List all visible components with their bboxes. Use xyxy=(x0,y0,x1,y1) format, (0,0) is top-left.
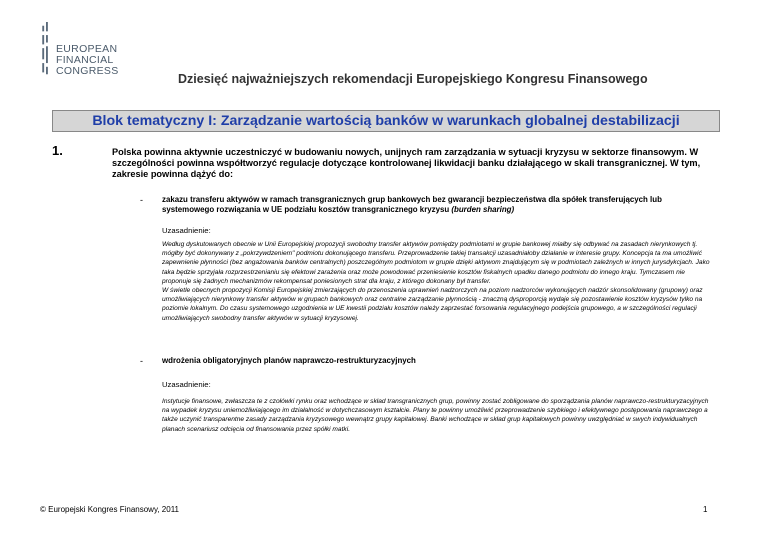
bullet-text-main: zakazu transferu aktywów w ramach transgranicznych grup bankowych bez gwarancji bezpieczeństwa dla spółek transferujących lub systemowego rozwiązania w UE podziału kosztów transgranicznego kryzysu xyxy=(162,195,662,214)
justification-text: Według dyskutowanych obecnie w Unii Europejskiej propozycji swobodny transfer aktywów pomiędzy podmiotami w grupie bankowej miałby się odbywać na zasadach nierynkowych tj. mógłby być dokonywany z „pokrzywdzeniem" podmiotu dokonującego transferu. Przeprowadzenie takiej transakcji uzasadniałoby działanie w interesie grupy. Koncepcja ta ma umożliwić zapewnienie płynności (bez angażowania banków centralnych) poszczególnym podmiotom w grupie dzięki aktywom znajdującym się w podmiotach zależnych w innych jurysdykcjach. Jako taka będzie sprzyjała rozprzestrzenianiu się efektowi zarażenia oraz może powodować przeniesienie kosztów fiskalnych upadku danego podmiotu do innego kraju. Tymczasem nie proponuje się żadnych mechanizmów rekompensat poniesionych strat dla kraju, z którego dokonany był transfer. xyxy=(162,241,710,285)
logo-line-3: CONGRESS xyxy=(56,65,119,77)
justification-label: Uzasadnienie: xyxy=(162,226,211,235)
justification-paragraph: Instytucje finansowe, zwłaszcza te z czołówki rynku oraz wchodzące w skład transgranicznych grup, powinny zostać zobligowane do sporządzania planów naprawczo-restrukturyzacyjnych na wypadek kryzysu uniemożliwiającego im działalność w dotychczasowym kształcie. Plany te powinny umożliwić przeprowadzenie szybkiego i efektywnego postępowania naprawczego a także uczynić transparentne zasady zarządzania kryzysowego wewnątrz grupy kapitałowej. Banki wchodzące w skład grup kapitałowych powinny uwzględniać w swych indywidualnych planach scenariusz odcięcia od finansowania przez spółki matki. xyxy=(162,398,709,433)
bullet-text xyxy=(162,195,710,215)
logo-line-1: EUROPEAN xyxy=(56,43,118,55)
page-number: 1 xyxy=(703,505,708,514)
justification-paragraph xyxy=(162,240,710,323)
bullet-dash: - xyxy=(140,356,143,366)
item-number: 1. xyxy=(52,143,63,158)
footer-copyright: © Europejski Kongres Finansowy, 2011 xyxy=(40,505,180,514)
logo-line-2: FINANCIAL xyxy=(56,54,114,66)
logo xyxy=(40,16,140,86)
logo-wordmark xyxy=(56,44,119,77)
item-text: Polska powinna aktywnie uczestniczyć w budowaniu nowych, unijnych ram zarządzania w sytuacji kryzysu w sektorze finansowym. W szczególności powinna współtworzyć regulacje dotyczące kontrolowanej likwidacji banku działającego w skali transgranicznej. W tym, zakresie powinna dążyć do: xyxy=(112,147,701,179)
block-title-box xyxy=(52,110,720,132)
logo-mark-icon xyxy=(40,22,52,78)
justification-text-2: W świetle obecnych propozycji Komisji Europejskiej zmierzających do przenoszenia uprawnień nadzorczych na poziom nadzorców wykonujących nadzór skonsolidowany (grupowy) oraz umożliwiających nierynkowy transfer aktywów w grupach bankowych oraz centralne zarządzanie płynnością - znaczną dysproporcją wydaje się pozostawienie kosztów kryzysów tylko na poziomie lokalnym. Do czasu systemowego uzgodnienia w UE kwestii podziału kosztów należy zaprzestać forsowania regulacyjnego podejścia grupowego, a w szczególności regulacji umożliwiających swobodny transfer aktywów w sytuacji kryzysowej. xyxy=(162,287,703,322)
document-header-title: Dziesięć najważniejszych rekomendacji Europejskiego Kongresu Finansowego xyxy=(178,72,648,86)
bullet-dash: - xyxy=(140,195,143,205)
bullet-text: wdrożenia obligatoryjnych planów naprawczo-restrukturyzacyjnych xyxy=(162,356,416,365)
bullet-text-italic: (burden sharing) xyxy=(451,205,515,214)
block-title: Blok tematyczny I: Zarządzanie wartością banków w warunkach globalnej destabilizacji xyxy=(92,113,680,129)
justification-label: Uzasadnienie: xyxy=(162,380,211,389)
